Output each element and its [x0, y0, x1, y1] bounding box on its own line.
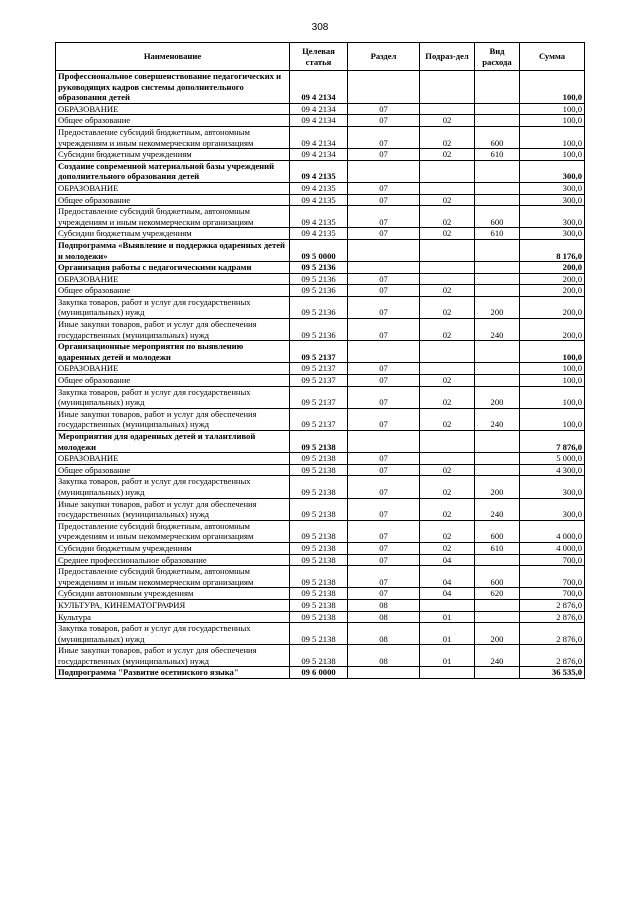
- header-podrazdel: Подраз-дел: [420, 43, 475, 71]
- table-row: [56, 103, 585, 115]
- cell-vid: [475, 667, 520, 679]
- cell-code: 09 5 2138: [290, 431, 348, 453]
- cell-podrazdel: 02: [420, 375, 475, 387]
- cell-code: 09 4 2134: [290, 126, 348, 148]
- cell-razdel: 07: [348, 194, 420, 206]
- cell-razdel: 07: [348, 520, 420, 542]
- cell-razdel: 07: [348, 453, 420, 465]
- cell-code: 09 5 2136: [290, 262, 348, 274]
- table-row: [56, 182, 585, 194]
- cell-name: Культура: [56, 611, 290, 623]
- cell-name: Иные закупки товаров, работ и услуг для обеспечения государственных (муниципальных) нужд: [56, 645, 290, 667]
- cell-razdel: 07: [348, 115, 420, 127]
- cell-vid: [475, 71, 520, 104]
- cell-razdel: [348, 262, 420, 274]
- cell-name: КУЛЬТУРА, КИНЕМАТОГРАФИЯ: [56, 599, 290, 611]
- cell-code: 09 5 2138: [290, 554, 348, 566]
- table-body: [56, 71, 585, 679]
- cell-podrazdel: [420, 341, 475, 363]
- cell-sum: 200,0: [520, 296, 585, 318]
- cell-code: 09 5 2136: [290, 273, 348, 285]
- cell-vid: [475, 160, 520, 182]
- cell-name: Иные закупки товаров, работ и услуг для обеспечения государственных (муниципальных) нужд: [56, 319, 290, 341]
- cell-name: Предоставление субсидий бюджетным, автономным учреждениям и иным некоммерческим организациям: [56, 206, 290, 228]
- cell-podrazdel: [420, 363, 475, 375]
- table-row: [56, 126, 585, 148]
- cell-sum: 300,0: [520, 206, 585, 228]
- cell-podrazdel: 02: [420, 194, 475, 206]
- cell-name: Иные закупки товаров, работ и услуг для обеспечения государственных (муниципальных) нужд: [56, 408, 290, 430]
- cell-podrazdel: 02: [420, 296, 475, 318]
- table-row: [56, 611, 585, 623]
- cell-vid: [475, 341, 520, 363]
- cell-razdel: 07: [348, 103, 420, 115]
- cell-name: Субсидии автономным учреждениям: [56, 588, 290, 600]
- cell-name: Общее образование: [56, 285, 290, 297]
- cell-code: 09 5 2138: [290, 453, 348, 465]
- cell-razdel: [348, 667, 420, 679]
- cell-code: 09 5 2138: [290, 464, 348, 476]
- cell-code: 09 5 2138: [290, 498, 348, 520]
- cell-podrazdel: 02: [420, 206, 475, 228]
- header-code: Целевая статья: [290, 43, 348, 71]
- cell-podrazdel: 01: [420, 645, 475, 667]
- cell-vid: [475, 464, 520, 476]
- cell-razdel: 08: [348, 611, 420, 623]
- cell-code: 09 5 2138: [290, 520, 348, 542]
- cell-podrazdel: 02: [420, 126, 475, 148]
- cell-podrazdel: [420, 262, 475, 274]
- table-row: [56, 375, 585, 387]
- cell-vid: [475, 182, 520, 194]
- cell-code: 09 5 2137: [290, 386, 348, 408]
- cell-name: Закупка товаров, работ и услуг для государственных (муниципальных) нужд: [56, 296, 290, 318]
- cell-name: Общее образование: [56, 194, 290, 206]
- cell-vid: 200: [475, 476, 520, 498]
- cell-podrazdel: 02: [420, 520, 475, 542]
- cell-razdel: 07: [348, 386, 420, 408]
- cell-vid: [475, 453, 520, 465]
- cell-code: 09 5 2138: [290, 645, 348, 667]
- cell-sum: 7 876,0: [520, 431, 585, 453]
- cell-vid: [475, 285, 520, 297]
- cell-sum: 200,0: [520, 319, 585, 341]
- cell-code: 09 5 2136: [290, 285, 348, 297]
- cell-podrazdel: [420, 599, 475, 611]
- cell-vid: 240: [475, 498, 520, 520]
- header-name: Наименование: [56, 43, 290, 71]
- cell-podrazdel: [420, 431, 475, 453]
- cell-name: Закупка товаров, работ и услуг для государственных (муниципальных) нужд: [56, 386, 290, 408]
- cell-podrazdel: 02: [420, 542, 475, 554]
- cell-vid: [475, 599, 520, 611]
- cell-vid: 200: [475, 296, 520, 318]
- cell-sum: 2 876,0: [520, 645, 585, 667]
- table-row: [56, 273, 585, 285]
- cell-sum: 300,0: [520, 182, 585, 194]
- cell-sum: 200,0: [520, 285, 585, 297]
- cell-code: 09 5 2136: [290, 319, 348, 341]
- cell-vid: [475, 273, 520, 285]
- cell-name: Субсидии бюджетным учреждениям: [56, 149, 290, 161]
- cell-name: Подпрограмма "Развитие осетинского языка": [56, 667, 290, 679]
- header-razdel: Раздел: [348, 43, 420, 71]
- cell-podrazdel: 02: [420, 319, 475, 341]
- cell-sum: 300,0: [520, 194, 585, 206]
- table-row: [56, 285, 585, 297]
- cell-name: Закупка товаров, работ и услуг для государственных (муниципальных) нужд: [56, 476, 290, 498]
- cell-code: 09 4 2135: [290, 194, 348, 206]
- cell-vid: 610: [475, 228, 520, 240]
- cell-name: Закупка товаров, работ и услуг для государственных (муниципальных) нужд: [56, 623, 290, 645]
- cell-razdel: 07: [348, 375, 420, 387]
- cell-code: 09 5 0000: [290, 239, 348, 261]
- cell-sum: 2 876,0: [520, 599, 585, 611]
- table-row: [56, 363, 585, 375]
- cell-code: 09 5 2138: [290, 611, 348, 623]
- cell-vid: 600: [475, 126, 520, 148]
- table-row: [56, 239, 585, 261]
- table-row: [56, 228, 585, 240]
- cell-code: 09 4 2135: [290, 182, 348, 194]
- table-row: [56, 262, 585, 274]
- cell-code: 09 6 0000: [290, 667, 348, 679]
- cell-code: 09 5 2138: [290, 623, 348, 645]
- cell-code: 09 5 2138: [290, 476, 348, 498]
- table-row: [56, 566, 585, 588]
- cell-code: 09 5 2138: [290, 566, 348, 588]
- cell-code: 09 5 2137: [290, 341, 348, 363]
- budget-table: [55, 42, 585, 679]
- cell-vid: [475, 103, 520, 115]
- table-row: [56, 341, 585, 363]
- cell-podrazdel: 02: [420, 228, 475, 240]
- cell-razdel: 07: [348, 566, 420, 588]
- cell-podrazdel: [420, 103, 475, 115]
- cell-sum: 700,0: [520, 588, 585, 600]
- cell-sum: 200,0: [520, 262, 585, 274]
- cell-razdel: 07: [348, 542, 420, 554]
- table-row: [56, 542, 585, 554]
- cell-sum: 100,0: [520, 375, 585, 387]
- cell-sum: 100,0: [520, 341, 585, 363]
- cell-podrazdel: 04: [420, 554, 475, 566]
- table-row: [56, 623, 585, 645]
- table-row: [56, 194, 585, 206]
- cell-sum: 2 876,0: [520, 623, 585, 645]
- cell-name: Организация работы с педагогическими кадрами: [56, 262, 290, 274]
- cell-code: 09 4 2134: [290, 149, 348, 161]
- cell-podrazdel: 02: [420, 464, 475, 476]
- cell-sum: 4 300,0: [520, 464, 585, 476]
- cell-code: 09 5 2137: [290, 363, 348, 375]
- cell-code: 09 5 2137: [290, 375, 348, 387]
- table-row: [56, 71, 585, 104]
- cell-sum: 100,0: [520, 408, 585, 430]
- cell-code: 09 4 2134: [290, 115, 348, 127]
- cell-code: 09 4 2135: [290, 228, 348, 240]
- cell-name: Иные закупки товаров, работ и услуг для обеспечения государственных (муниципальных) нужд: [56, 498, 290, 520]
- cell-razdel: 07: [348, 126, 420, 148]
- cell-name: Общее образование: [56, 115, 290, 127]
- cell-podrazdel: [420, 667, 475, 679]
- cell-name: Предоставление субсидий бюджетным, автономным учреждениям и иным некоммерческим организациям: [56, 126, 290, 148]
- cell-razdel: 07: [348, 273, 420, 285]
- cell-razdel: [348, 431, 420, 453]
- cell-sum: 100,0: [520, 115, 585, 127]
- cell-name: Предоставление субсидий бюджетным, автономным учреждениям и иным некоммерческим организациям: [56, 520, 290, 542]
- cell-name: Профессиональное совершенствование педагогических и руководящих кадров системы дополнительного образования детей: [56, 71, 290, 104]
- cell-vid: 600: [475, 520, 520, 542]
- cell-sum: 100,0: [520, 126, 585, 148]
- cell-name: Субсидии бюджетным учреждениям: [56, 228, 290, 240]
- table-row: [56, 296, 585, 318]
- cell-vid: 240: [475, 319, 520, 341]
- cell-razdel: [348, 160, 420, 182]
- cell-name: ОБРАЗОВАНИЕ: [56, 453, 290, 465]
- cell-podrazdel: 04: [420, 566, 475, 588]
- cell-name: Субсидии бюджетным учреждениям: [56, 542, 290, 554]
- header-vid: Вид расхода: [475, 43, 520, 71]
- cell-razdel: 07: [348, 408, 420, 430]
- cell-code: 09 4 2135: [290, 160, 348, 182]
- table-row: [56, 431, 585, 453]
- cell-razdel: 07: [348, 498, 420, 520]
- cell-vid: [475, 554, 520, 566]
- cell-razdel: 07: [348, 554, 420, 566]
- cell-podrazdel: [420, 273, 475, 285]
- cell-vid: 200: [475, 386, 520, 408]
- cell-vid: 240: [475, 408, 520, 430]
- cell-vid: 600: [475, 566, 520, 588]
- table-row: [56, 319, 585, 341]
- cell-sum: 300,0: [520, 160, 585, 182]
- cell-podrazdel: 04: [420, 588, 475, 600]
- cell-vid: 600: [475, 206, 520, 228]
- cell-razdel: 07: [348, 296, 420, 318]
- table-row: [56, 408, 585, 430]
- page-number: 308: [311, 22, 329, 33]
- table-row: [56, 464, 585, 476]
- cell-sum: 200,0: [520, 273, 585, 285]
- table-row: [56, 206, 585, 228]
- cell-name: ОБРАЗОВАНИЕ: [56, 273, 290, 285]
- cell-razdel: 07: [348, 363, 420, 375]
- cell-podrazdel: 02: [420, 115, 475, 127]
- cell-podrazdel: 02: [420, 285, 475, 297]
- cell-name: Организационные мероприятия по выявлению одаренных детей и молодежи: [56, 341, 290, 363]
- cell-code: 09 4 2134: [290, 71, 348, 104]
- cell-sum: 100,0: [520, 386, 585, 408]
- cell-vid: [475, 115, 520, 127]
- cell-vid: [475, 194, 520, 206]
- cell-code: 09 5 2138: [290, 542, 348, 554]
- cell-code: 09 4 2135: [290, 206, 348, 228]
- cell-sum: 700,0: [520, 566, 585, 588]
- cell-podrazdel: 01: [420, 623, 475, 645]
- table-row: [56, 588, 585, 600]
- table-row: [56, 498, 585, 520]
- cell-sum: 2 876,0: [520, 611, 585, 623]
- cell-name: Среднее профессиональное образование: [56, 554, 290, 566]
- cell-name: Мероприятия для одаренных детей и талантливой молодежи: [56, 431, 290, 453]
- cell-sum: 300,0: [520, 476, 585, 498]
- cell-sum: 4 000,0: [520, 520, 585, 542]
- cell-razdel: 08: [348, 645, 420, 667]
- cell-vid: 200: [475, 623, 520, 645]
- cell-code: 09 4 2134: [290, 103, 348, 115]
- table-row: [56, 386, 585, 408]
- cell-podrazdel: [420, 453, 475, 465]
- cell-sum: 100,0: [520, 71, 585, 104]
- cell-razdel: 07: [348, 464, 420, 476]
- cell-name: Создание современной материальной базы учреждений дополнительного образования детей: [56, 160, 290, 182]
- cell-sum: 5 000,0: [520, 453, 585, 465]
- cell-podrazdel: 02: [420, 498, 475, 520]
- cell-podrazdel: 02: [420, 476, 475, 498]
- header-sum: Сумма: [520, 43, 585, 71]
- cell-sum: 100,0: [520, 103, 585, 115]
- table-row: [56, 667, 585, 679]
- table-row: [56, 520, 585, 542]
- cell-sum: 300,0: [520, 498, 585, 520]
- cell-razdel: 08: [348, 623, 420, 645]
- cell-razdel: 07: [348, 228, 420, 240]
- cell-name: ОБРАЗОВАНИЕ: [56, 103, 290, 115]
- cell-sum: 100,0: [520, 149, 585, 161]
- cell-code: 09 5 2138: [290, 599, 348, 611]
- cell-podrazdel: 02: [420, 386, 475, 408]
- cell-podrazdel: 01: [420, 611, 475, 623]
- table-row: [56, 160, 585, 182]
- cell-vid: [475, 239, 520, 261]
- cell-name: Предоставление субсидий бюджетным, автономным учреждениям и иным некоммерческим организациям: [56, 566, 290, 588]
- cell-sum: 4 000,0: [520, 542, 585, 554]
- cell-sum: 8 176,0: [520, 239, 585, 261]
- cell-sum: 700,0: [520, 554, 585, 566]
- cell-podrazdel: [420, 71, 475, 104]
- cell-razdel: 07: [348, 285, 420, 297]
- cell-vid: [475, 611, 520, 623]
- cell-code: 09 5 2138: [290, 588, 348, 600]
- cell-vid: [475, 375, 520, 387]
- table-row: [56, 115, 585, 127]
- cell-sum: 36 535,0: [520, 667, 585, 679]
- cell-razdel: 07: [348, 588, 420, 600]
- cell-razdel: 07: [348, 149, 420, 161]
- cell-razdel: [348, 239, 420, 261]
- table-row: [56, 645, 585, 667]
- cell-sum: 100,0: [520, 363, 585, 375]
- cell-name: ОБРАЗОВАНИЕ: [56, 182, 290, 194]
- table-row: [56, 453, 585, 465]
- cell-razdel: 07: [348, 206, 420, 228]
- cell-razdel: 07: [348, 319, 420, 341]
- table-header-row: [56, 43, 585, 71]
- table-row: [56, 149, 585, 161]
- cell-code: 09 5 2136: [290, 296, 348, 318]
- cell-vid: 610: [475, 542, 520, 554]
- cell-razdel: 07: [348, 182, 420, 194]
- cell-podrazdel: [420, 160, 475, 182]
- table-row: [56, 476, 585, 498]
- table-row: [56, 554, 585, 566]
- cell-podrazdel: [420, 182, 475, 194]
- cell-vid: 620: [475, 588, 520, 600]
- cell-razdel: 08: [348, 599, 420, 611]
- table-row: [56, 599, 585, 611]
- cell-podrazdel: 02: [420, 408, 475, 430]
- cell-code: 09 5 2137: [290, 408, 348, 430]
- cell-vid: [475, 262, 520, 274]
- cell-razdel: 07: [348, 476, 420, 498]
- cell-vid: [475, 431, 520, 453]
- cell-sum: 300,0: [520, 228, 585, 240]
- cell-vid: 610: [475, 149, 520, 161]
- cell-name: Подпрограмма «Выявление и поддержка одаренных детей и молодежи»: [56, 239, 290, 261]
- cell-vid: 240: [475, 645, 520, 667]
- cell-razdel: [348, 71, 420, 104]
- cell-name: Общее образование: [56, 464, 290, 476]
- cell-razdel: [348, 341, 420, 363]
- cell-podrazdel: 02: [420, 149, 475, 161]
- cell-podrazdel: [420, 239, 475, 261]
- cell-name: ОБРАЗОВАНИЕ: [56, 363, 290, 375]
- cell-vid: [475, 363, 520, 375]
- cell-name: Общее образование: [56, 375, 290, 387]
